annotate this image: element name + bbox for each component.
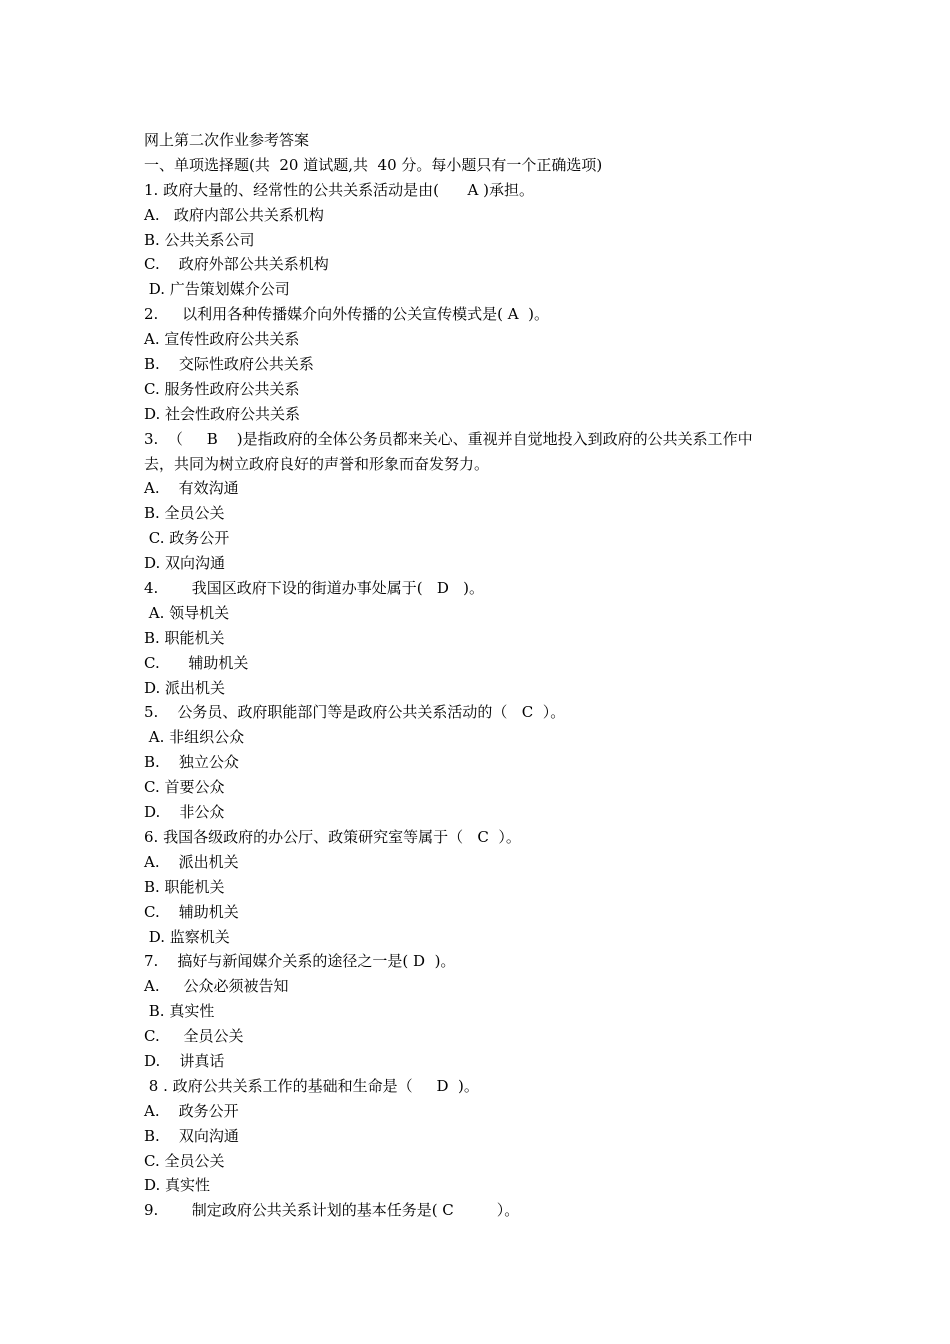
question-3-option-c: C. 政务公开 (144, 529, 230, 548)
question-2-option-b: B. 交际性政府公共关系 (144, 355, 314, 374)
question-8-option-b: B. 双向沟通 (144, 1126, 239, 1145)
question-1-option-a: A. 政府内部公共关系机构 (144, 205, 324, 224)
question-4-option-a: A. 领导机关 (144, 603, 230, 622)
question-5-option-a: A. 非组织公众 (144, 728, 245, 747)
question-8-option-a: A. 政务公开 (144, 1101, 239, 1120)
question-8-option-d: D. 真实性 (144, 1176, 211, 1195)
question-6-stem: 6. 我国各级政府的办公厅、政策研究室等属于（ C ）。 (144, 827, 521, 846)
question-1-option-b: B. 公共关系公司 (144, 230, 255, 249)
question-3-option-a: A. 有效沟通 (144, 479, 239, 498)
question-6-option-c: C. 辅助机关 (144, 902, 239, 921)
question-8-stem: 8 . 政府公共关系工作的基础和生命是（ D )。 (144, 1076, 479, 1095)
question-3-stem-continued: 去，共同为树立政府良好的声誉和形象而奋发努力。 (144, 454, 490, 473)
question-6-option-a: A. 派出机关 (144, 852, 239, 871)
question-5-option-d: D. 非公众 (144, 803, 225, 822)
question-2-option-c: C. 服务性政府公共关系 (144, 379, 300, 398)
document-title: 网上第二次作业参考答案 (144, 131, 310, 149)
question-5-option-c: C. 首要公众 (144, 778, 225, 797)
question-7-option-c: C. 全员公关 (144, 1027, 244, 1046)
section-heading: 一、单项选择题(共 20 道试题,共 40 分。每小题只有一个正确选项) (144, 155, 603, 174)
question-4-stem: 4. 我国区政府下设的街道办事处属于( D )。 (144, 579, 485, 598)
question-4-option-b: B. 职能机关 (144, 628, 225, 647)
question-7-stem: 7. 搞好与新闻媒介关系的途径之一是( D )。 (144, 952, 456, 971)
question-1-option-c: C. 政府外部公共关系机构 (144, 255, 329, 274)
question-3-option-d: D. 双向沟通 (144, 554, 226, 573)
question-6-option-d: D. 监察机关 (144, 927, 230, 946)
question-3-stem: 3. （ B )是指政府的全体公务员都来关心、重视并自觉地投入到政府的公共关系工作中 (144, 429, 753, 448)
question-2-stem: 2. 以利用各种传播媒介向外传播的公关宣传模式是( A )。 (144, 305, 549, 324)
question-5-option-b: B. 独立公众 (144, 753, 239, 772)
question-1-option-d: D. 广告策划媒介公司 (144, 280, 290, 299)
question-2-option-d: D. 社会性政府公共关系 (144, 404, 301, 423)
document-page (144, 128, 824, 1223)
question-5-stem: 5. 公务员、政府职能部门等是政府公共关系活动的（ C ）。 (144, 703, 566, 722)
question-1-stem: 1. 政府大量的、经常性的公共关系活动是由( A )承担。 (144, 180, 534, 199)
question-2-option-a: A. 宣传性政府公共关系 (144, 330, 300, 349)
question-7-option-b: B. 真实性 (144, 1002, 215, 1021)
question-6-option-b: B. 职能机关 (144, 877, 225, 896)
question-7-option-d: D. 讲真话 (144, 1051, 225, 1070)
question-9-stem: 9. 制定政府公共关系计划的基本任务是( C ）。 (144, 1201, 520, 1220)
question-8-option-c: C. 全员公关 (144, 1151, 225, 1170)
question-3-option-b: B. 全员公关 (144, 504, 225, 523)
question-7-option-a: A. 公众必须被告知 (144, 977, 289, 996)
question-4-option-d: D. 派出机关 (144, 678, 226, 697)
question-4-option-c: C. 辅助机关 (144, 653, 249, 672)
